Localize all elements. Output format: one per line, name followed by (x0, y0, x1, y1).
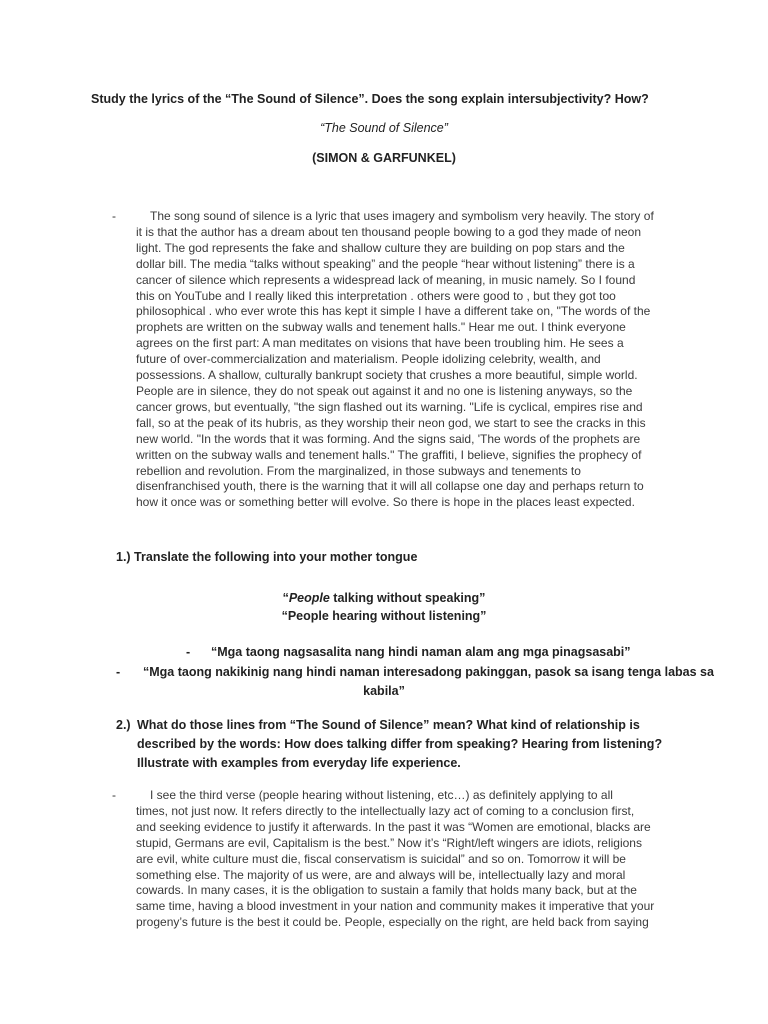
answer2-line: times, not just now. It refers directly to the intellectually lazy act of coming to a conclusion first, (136, 803, 635, 818)
answer1-bullet: - (112, 209, 116, 223)
answer2-line: cowards. In many cases, it is the obligation to sustain a family that holds many back, but at the (136, 883, 637, 898)
answer2-line: progeny’s future is the best it could be. People, especially on the right, are held back from saying (136, 915, 649, 930)
translation1-bullet: - (186, 645, 191, 659)
lyric-line-1-open: “ (282, 591, 289, 605)
answer1-line: light. The god represents the fake and shallow culture they are building on pop stars and the (136, 240, 625, 255)
answer1-line: prophets are written on the subway walls and tenement halls." Hear me out. I think everyone (136, 320, 626, 335)
answer1-line: new world. "In the words that it was forming. And the signs said, 'The words of the prophets are (136, 431, 641, 446)
answer1-line: cancer of silence which represents a widespread lack of meaning, in music namely. So I found (136, 272, 636, 287)
answer1-line: agrees on the first part: A man meditates on visions that have been troubling him. He sees a (136, 336, 624, 351)
answer1-line: dollar bill. The media “talks without speaking” and the people “hear without listening” there is a (136, 256, 635, 271)
lyric-line-1 (0, 588, 768, 608)
answer2-line: I see the third verse (people hearing without listening, etc…) as definitely applying to all (150, 788, 613, 802)
answer1-line: disenfranchised youth, there is the warning that it will all collapse one day and perhaps return to (136, 479, 644, 494)
answer1-line: fall, so at the peak of its hubris, as they worship their neon god, we start to see the cracks in this (136, 415, 646, 430)
answer1-line: it is that the author has a dream about ten thousand people bowing to a god they made of neon (136, 224, 642, 239)
item2-question (116, 716, 676, 773)
answer1-line: The song sound of silence is a lyric that uses imagery and symbolism very heavily. The story of (150, 209, 654, 223)
answer2-line: stupid, Germans are evil, Capitalism is the best.” Now it’s “Right/left wingers are idiots, religions (136, 835, 642, 850)
song-artist: (SIMON & GARFUNKEL) (312, 151, 456, 165)
answer2-line: are evil, white culture must die, fiscal conservatism is suicidal” and so on. Tomorrow it will be (136, 851, 626, 866)
answer1-line: possessions. A shallow, culturally bankrupt society that crushes a more beautiful, simple world. (136, 368, 638, 383)
lyric-line-2: “People hearing without listening” (281, 609, 487, 623)
answer1-paragraph (136, 209, 678, 511)
answer1-line: future of over-commercialization and materialism. People idolizing celebrity, wealth, and (136, 352, 601, 367)
translation2-bullet: - (116, 665, 121, 679)
item1-label: 1.) Translate the following into your mother tongue (116, 550, 418, 564)
answer1-line: cancer grows, but eventually, "the sign flashed out its warning. "Life is cyclical, empires rise and (136, 399, 643, 414)
answer2-line: and seeking evidence to justify it afterwards. In the past it was “Women are emotional, blacks are (136, 819, 651, 834)
answer2-paragraph (136, 788, 678, 931)
answer2-line: same time, having a blood investment in your nation and community makes it imperative that your (136, 899, 655, 914)
answer2-bullet: - (112, 788, 116, 802)
song-title: “The Sound of Silence” (320, 121, 448, 135)
answer1-line: written on the subway walls and tenement halls." The graffiti, I believe, signifies the prophecy of (136, 447, 642, 462)
answer2-line: something else. The majority of us were, are and always will be, intellectually lazy and moral (136, 867, 626, 882)
answer1-line: philosophical . who ever wrote this has kept it simple I have a different take on, "The words of the (136, 304, 651, 319)
item2-text: What do those lines from “The Sound of Silence” mean? What kind of relationship is described by the words: How does talking differ from speaking? Hearing from listening? Illustrate with examples from everyday life experience. (137, 718, 663, 770)
translation2-line1: “Mga taong nakikinig nang hindi naman interesadong pakinggan, pasok sa isang tenga labas sa (143, 665, 714, 679)
translation2-line2: kabila” (363, 684, 405, 698)
answer1-line: rebellion and revolution. From the marginalized, in those subways and tenements to (136, 463, 581, 478)
translation1: “Mga taong nagsasalita nang hindi naman alam ang mga pinagsasabi” (211, 645, 631, 659)
lyric-line-1-rest: talking without speaking” (329, 591, 486, 605)
lyric-line-1-emphasis: People (288, 591, 330, 605)
answer1-line: how it once was or something better will evolve. So there is hope in the places least expected. (136, 495, 635, 510)
answer1-line: this on YouTube and I really liked this interpretation . others were good to , but they got too (136, 288, 616, 303)
answer1-line: People are in silence, they do not speak out against it and no one is listening anyways, so the (136, 383, 633, 398)
item2-number: 2.) (116, 718, 131, 732)
assignment-question: Study the lyrics of the “The Sound of Silence”. Does the song explain intersubjectivity? How? (91, 92, 649, 106)
